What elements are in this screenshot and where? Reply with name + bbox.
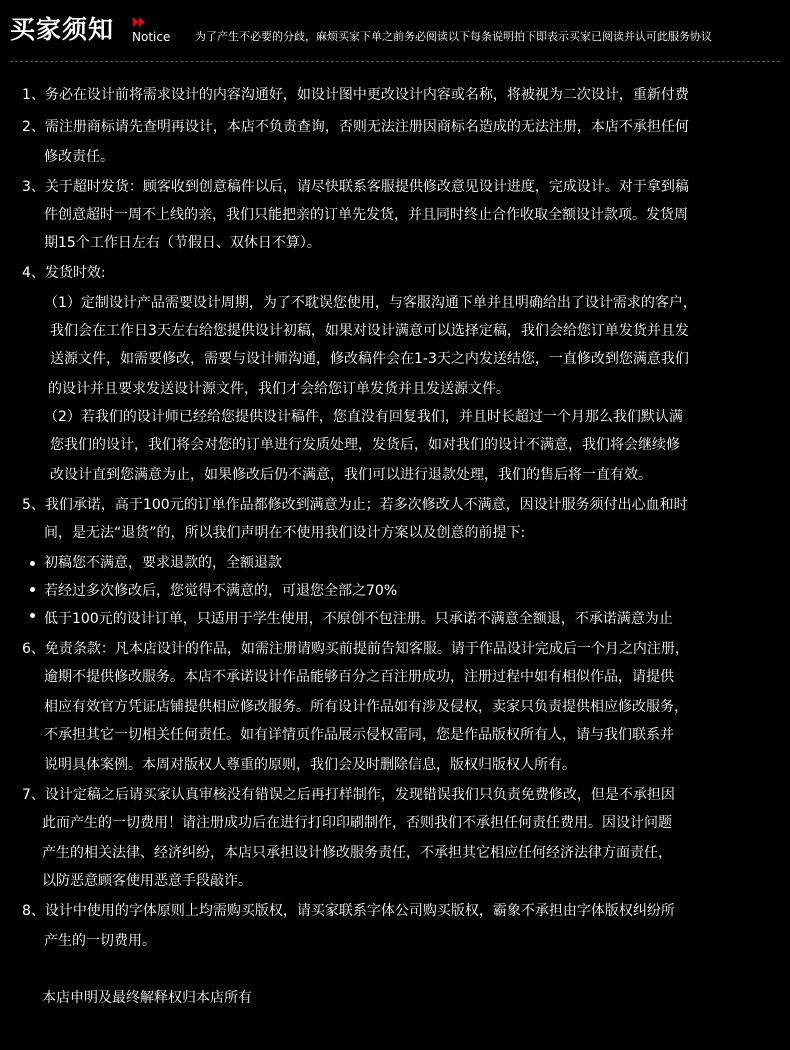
clause-line: 7、设计定稿之后请买家认真审核没有错误之后再打样制作，发现错误我们只负责免费修改，但是不承担因: [22, 787, 675, 803]
clause-line: 2、需注册商标请先查明再设计，本店不负责查询，否则无法注册因商标名造成的无法注册，本店不承担任何: [22, 119, 689, 135]
clause-line: 间，是无法“退货”的，所以我们声明在不使用我们设计方案以及创意的前提下:: [44, 525, 526, 541]
notice-label: Notice: [132, 30, 171, 44]
bullet-dot: [30, 561, 35, 566]
bullet-dot: [30, 587, 35, 592]
bullet-item: 低于100元的设计订单，只适用于学生使用，不原创不包注册。只承诺不满意全额退，不承诺满意为止: [44, 611, 673, 627]
clause-line: 件创意超时一周不上线的亲，我们只能把亲的订单先发货，并且同时终止合作收取全额设计款项。发货周: [44, 207, 688, 223]
bullet-dot: [30, 613, 35, 618]
clause-line: （1）定制设计产品需要设计周期，为了不耽误您使用，与客服沟通下单并且明确给出了设计需求的客户，: [44, 295, 697, 311]
clause-line: 4、发货时效:: [22, 265, 106, 281]
clause-line: 相应有效官方凭证店铺提供相应修改服务。所有设计作品如有涉及侵权，卖家只负责提供相应修改服务，: [44, 699, 688, 715]
clause-line: 送源文件，如需要修改，需要与设计师沟通，修改稿件会在1-3天之内发送结您，一直修改到您满意我们: [50, 351, 689, 367]
clause-line: 您我们的设计，我们将会对您的订单进行发质处理，发货后，如对我们的设计不满意，我们将会继续修: [50, 437, 680, 453]
double-arrow-icon: [133, 16, 147, 28]
clause-line: （2）若我们的设计师已经给您提供设计稿件，您直没有回复我们，并且时长超过一个月那么我们默认满: [44, 409, 683, 425]
clause-line: 的设计并且要求发送设计源文件，我们才会给您订单发货并且发送源文件。: [48, 381, 510, 397]
clause-line: 我们会在工作日3天左右给您提供设计初稿，如果对设计满意可以选择定稿，我们会给您订单发货并且发: [50, 323, 689, 339]
clause-line: 期15个工作日左右（节假日、双休日不算）。: [44, 235, 321, 251]
clause-line: 不承担其它一切相关任何责任。如有详情页作品展示侵权雷同，您是作品版权所有人，请与我们联系并: [44, 727, 674, 743]
clause-line: 说明具体案例。本周对版权人尊重的原则，我们会及时删除信息，版权归版权人所有。: [44, 757, 576, 773]
clause-line: 3、关于超时发货：顾客收到创意稿件以后，请尽快联系客服提供修改意见设计进度，完成设计。对于拿到稿: [22, 179, 689, 195]
clause-line: 产生的一切费用。: [44, 933, 156, 949]
clause-line: 修改责任。: [44, 149, 114, 165]
bullet-item: 若经过多次修改后，您觉得不满意的，可退您全部之70%: [44, 583, 398, 599]
clause-line: 6、免责条款：凡本店设计的作品，如需注册请购买前提前告知客服。请于作品设计完成后一个月之内注册，: [22, 641, 689, 657]
bullet-item: 初稿您不满意，要求退款的，全额退款: [44, 555, 282, 571]
notice-header: [0, 0, 790, 62]
clause-line: 以防恶意顾客使用恶意手段敲诈。: [42, 873, 252, 889]
footer-statement: 本店申明及最终解释权归本店所有: [42, 990, 252, 1006]
header-subtitle: 为了产生不必要的分歧，麻烦买家下单之前务必阅读以下每条说明拍下即表示买家已阅读并认可此服务协议: [195, 30, 712, 43]
clause-line: 此而产生的一切费用！请注册成功后在进行打印印刷制作，否则我们不承担任何责任费用。因设计问题: [42, 815, 672, 831]
clause-line: 产生的相关法律、经济纠纷，本店只承担设计修改服务责任，不承担其它相应任何经济法律方面责任，: [42, 845, 672, 861]
dashed-divider: [10, 61, 780, 62]
page-title: 买家须知: [10, 15, 115, 44]
clause-line: 改设计直到您满意为止，如果修改后仍不满意，我们可以进行退款处理，我们的售后将一直有效。: [50, 467, 652, 483]
clause-line: 逾期不提供修改服务。本店不承诺设计作品能够百分之百注册成功，注册过程中如有相似作品，请提供: [44, 669, 674, 685]
clause-line: 5、我们承诺，高于100元的订单作品都修改到满意为止；若多次修改人不满意，因设计服务须付出心血和时: [22, 497, 688, 513]
clause-line: 8、设计中使用的字体原则上均需购买版权，请买家联系字体公司购买版权，霸象不承担由字体版权纠纷所: [22, 903, 675, 919]
clause-line: 1、务必在设计前将需求设计的内容沟通好，如设计图中更改设计内容或名称，将被视为二次设计，重新付费: [22, 87, 689, 103]
